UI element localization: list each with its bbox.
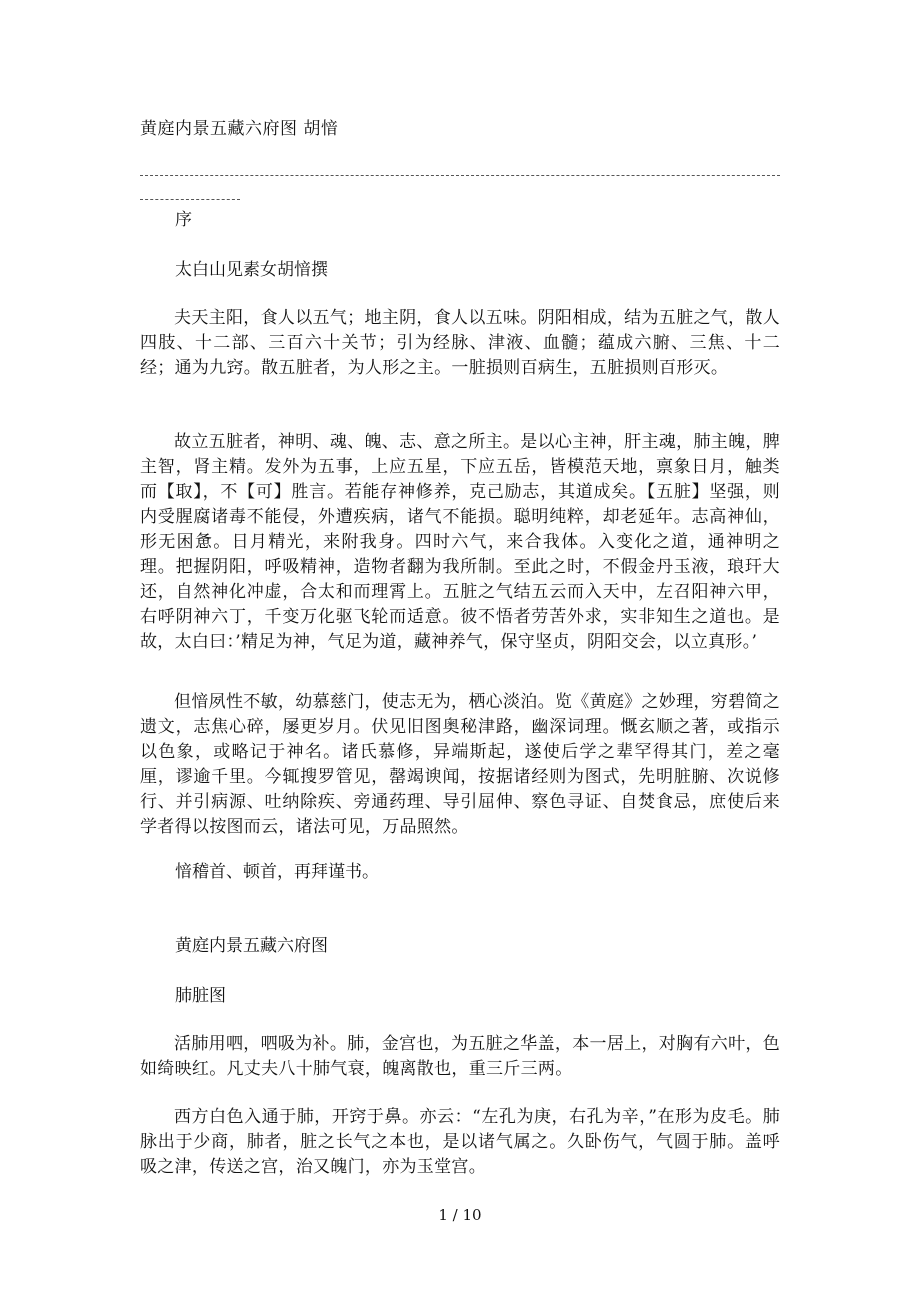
preface-paragraph-2: 故立五脏者，神明、魂、魄、志、意之所主。是以心主神，肝主魂，肺主魄，脾主智，肾主精。发外为五事，上应五星，下应五岳，皆模范天地，禀象日月，触类而【取】，不【可】胜言。若能存神修养，克己励志，其道成矣。【五脏】坚强，则内受腥腐诸毒不能侵，外遭疾病，诸气不能损。聪明纯粹，却老延年。志高神仙，形无困惫。日月精光，来附我身。四时六气，来合我体。入变化之道，通神明之理。把握阴阳，呼吸精神，造物者翻为我所制。至此之时，不假金丹玉液，琅玕大还，自然神化冲虚，合太和而理霄上。五脏之气结五云而入天中，左召阳神六甲，右呼阴神六丁，千变万化驱飞轮而适意。彼不悟者劳苦外求，实非知生之道也。是故，太白曰：’精足为神，气足为道，藏神养气，保守坚贞，阴阳交会，以立真形。’: [140, 432, 780, 652]
subsection-heading: 肺脏图: [175, 986, 226, 1006]
preface-paragraph-1: 夫天主阳，食人以五气；地主阴，食人以五味。阴阳相成，结为五脏之气，散人四肢、十二部、三百六十关节；引为经脉、津液、血髓；蕴成六腑、三焦、十二经；通为九窍。散五脏者，为人形之主。一脏损则百病生，五脏损则百形灭。: [140, 308, 780, 378]
page-number: 1 / 10: [438, 1206, 482, 1224]
closing-line: 愔稽首、顿首，再拜谨书。: [175, 862, 379, 882]
preface-heading: 序: [175, 210, 192, 230]
lung-paragraph-1: 活肺用呬，呬吸为补。肺，金宫也，为五脏之华盖，本一居上，对胸有六叶，色如绮映红。凡丈夫八十肺气衰，魄离散也，重三斤三两。: [140, 1034, 780, 1079]
author-line: 太白山见素女胡愔撰: [175, 260, 328, 280]
lung-paragraph-2: 西方白色入通于肺，开窍于鼻。亦云：“左孔为庚，右孔为辛，”在形为皮毛。肺脉出于少商，肺者，脏之长气之本也，是以诸气属之。久卧伤气，气圆于肺。盖呼吸之津，传送之宫，治又魄门，亦为玉堂宫。: [140, 1107, 780, 1177]
dashed-divider-continuation: [140, 199, 240, 200]
preface-paragraph-3: 但愔夙性不敏，幼慕慈门，使志无为，栖心淡泊。览《黄庭》之妙理，穷碧简之遗文，志焦心碎，屡更岁月。伏见旧图奥秘津路，幽深词理。慨玄顺之著，或指示以色象，或略记于神名。诸氏慕修，异端斯起，遂使后学之辈罕得其门，差之毫厘，谬逾千里。今辄搜罗管见，罄竭谀闻，按据诸经则为图式，先明脏腑、次说修行、并引病源、吐纳除疾、旁通药理、导引屈伸、察色寻证、自焚食忌，庶使后来学者得以按图而云，诸法可见，万品照然。: [140, 692, 780, 837]
dashed-divider: [140, 175, 780, 176]
document-title: 黄庭内景五藏六府图 胡愔: [140, 119, 339, 139]
section-heading: 黄庭内景五藏六府图: [175, 936, 328, 956]
